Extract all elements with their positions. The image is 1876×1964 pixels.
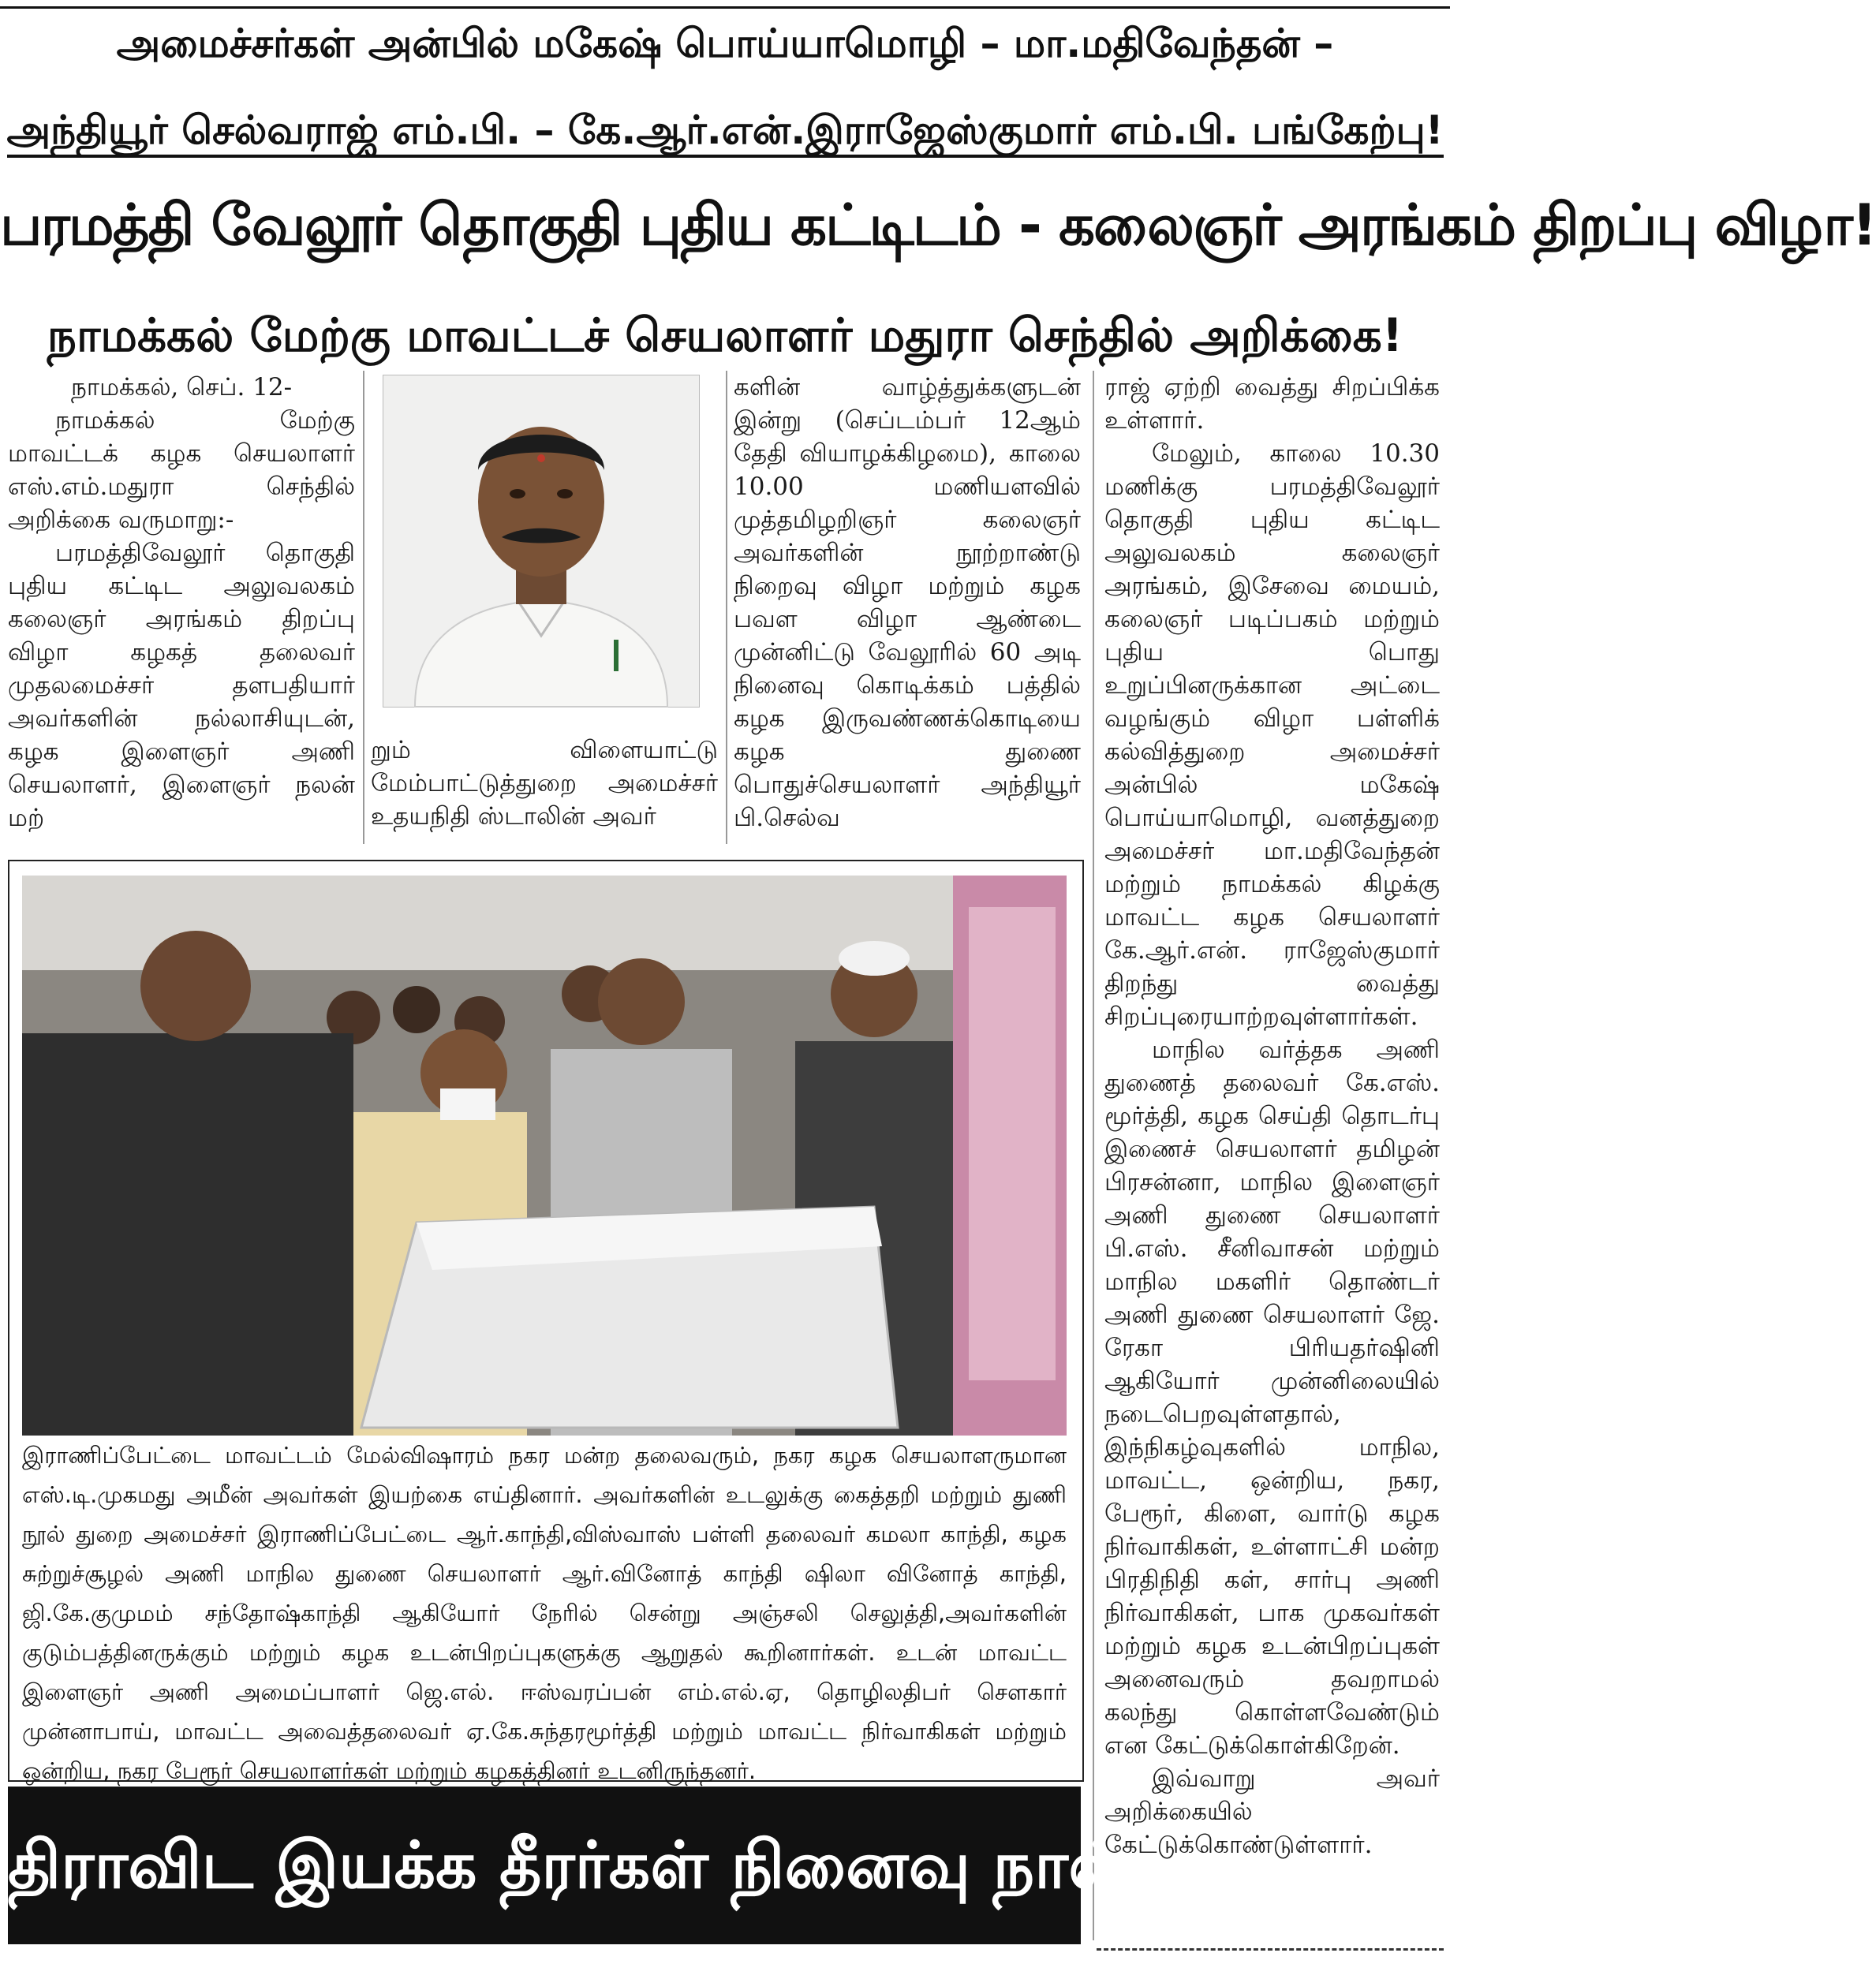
dashed-divider: [1097, 1948, 1444, 1951]
portrait-photo: [383, 375, 700, 708]
dateline: நாமக்கல், செப். 12-: [71, 373, 293, 401]
article-column-2: [371, 734, 718, 833]
news-photo: [22, 876, 1067, 1436]
article-paragraph: பரமத்திவேலூர் தொகுதி புதிய கட்டிட அலுவலகம் கலைஞர் அரங்கம் திறப்பு விழா கழகத் தலைவர் முதலமைச்சர் தளபதியார் அவர்களின் நல்லாசியுடன், கழக இளைஞர் அணி செயலாளர், இளைஞர் நலன் மற்: [8, 539, 355, 832]
subheadline: நாமக்கல் மேற்கு மாவட்டச் செயலாளர் மதுரா செந்தில் அறிக்கை!: [47, 308, 1403, 362]
headline: பரமத்தி வேலூர் தொகுதி புதிய கட்டிடம் - கலைஞர் அரங்கம் திறப்பு விழா!: [0, 192, 1876, 258]
column-divider: [363, 371, 364, 844]
banner: [8, 1787, 1127, 1944]
article-paragraph: களின் வாழ்த்துக்களுடன் இன்று (செப்டம்பர் 12ஆம் தேதி வியாழக்கிழமை), காலை 10.00 மணியளவில் முத்தமிழறிஞர் கலைஞர் அவர்களின் நூற்றாண்டு நிறைவு விழா மற்றும் கழக பவள விழா ஆண்டை முன்னிட்டு வேலூரில் 60 அடி நினைவு கொடிக்கம் பத்தில் கழக இருவண்ணக்கொடியை கழக துணை பொதுச்செயலாளர் அந்தியூர் பி.செல்வ: [734, 373, 1081, 832]
news-photo-illustration: [22, 876, 1067, 1436]
top-rule: [0, 0, 1450, 9]
portrait-illustration: [383, 375, 699, 707]
article-column-1: [8, 371, 355, 835]
article-column-4: [1104, 371, 1440, 1861]
column-divider: [726, 371, 727, 844]
article-paragraph: ராஜ் ஏற்றி வைத்து சிறப்பிக்க உள்ளார்.: [1104, 373, 1440, 435]
article-paragraph: மேலும், காலை 10.30 மணிக்கு பரமத்திவேலூர் தொகுதி புதிய கட்டிட அலுவலகம் கலைஞர் அரங்கம், இசேவை மையம், கலைஞர் படிப்பகம் மற்றும் புதிய பொது உறுப்பினருக்கான அட்டை வழங்கும் விழா பள்ளிக் கல்வித்துறை அமைச்சர் அன்பில் மகேஷ் பொய்யாமொழி, வனத்துறை அமைச்சர் மா.மதிவேந்தன் மற்றும் நாமக்கல் கிழக்கு மாவட்ட கழக செயலாளர் கே.ஆர்.என். ராஜேஸ்குமார் திறந்து வைத்து சிறப்புரையாற்றவுள்ளார்கள்.: [1104, 439, 1440, 1031]
column-divider: [1093, 371, 1094, 1940]
article-column-3: [734, 371, 1081, 835]
kicker-line-2-text: அந்தியூர் செல்வராஜ் எம்.பி. – கே.ஆர்.என்.இராஜேஸ்குமார் எம்.பி. பங்கேற்பு!: [7, 107, 1444, 158]
kicker-line-1: அமைச்சர்கள் அன்பில் மகேஷ் பொய்யாமொழி – மா.மதிவேந்தன் –: [116, 21, 1334, 66]
article-paragraph: நாமக்கல் மேற்கு மாவட்டக் கழக செயலாளர் எஸ்.எம்.மதுரா செந்தில் அறிக்கை வருமாறு:-: [8, 406, 355, 534]
banner-title: திராவிட இயக்க தீரர்கள் நினைவு நாள்: [8, 1828, 1127, 1903]
article-paragraph: றும் விளையாட்டு மேம்பாட்டுத்துறை அமைச்சர் உதயநிதி ஸ்டாலின் அவர்: [371, 736, 718, 831]
article-paragraph: இவ்வாறு அவர் அறிக்கையில் கேட்டுக்கொண்டுள்ளார்.: [1104, 1764, 1440, 1859]
article-paragraph: மாநில வர்த்தக அணி துணைத் தலைவர் கே.எஸ். மூர்த்தி, கழக செய்தி தொடர்பு இணைச் செயலாளர் தமிழன் பிரசன்னா, மாநில இளைஞர் அணி துணை செயலாளர் பி.எஸ். சீனிவாசன் மற்றும் மாநில மகளிர் தொண்டர் அணி துணை செயலாளர் ஜே. ரேகா பிரியதர்ஷினி ஆகியோர் முன்னிலையில் நடைபெறவுள்ளதால், இந்நிகழ்வுகளில் மாநில, மாவட்ட, ஒன்றிய, நகர, பேரூர், கிளை, வார்டு கழக நிர்வாகிகள், உள்ளாட்சி மன்ற பிரதிநிதி கள், சார்பு அணி நிர்வாகிகள், பாக முகவர்கள் மற்றும் கழக உடன்பிறப்புகள் அனைவரும் தவறாமல் கலந்து கொள்ளவேண்டும் என கேட்டுக்கொள்கிறேன்.: [1104, 1036, 1440, 1760]
photo-caption: இராணிப்பேட்டை மாவட்டம் மேல்விஷாரம் நகர மன்ற தலைவரும், நகர கழக செயலாளருமான எஸ்.டி.முகமது அமீன் அவர்கள் இயற்கை எய்தினார். அவர்களின் உடலுக்கு கைத்தறி மற்றும் துணி நூல் துறை அமைச்சர் இராணிப்பேட்டை ஆர்.காந்தி,விஸ்வாஸ் பள்ளி தலைவர் கமலா காந்தி, கழக சுற்றுச்சூழல் அணி மாநில துணை செயலாளர் ஆர்.வினோத் காந்தி ஷிலா வினோத் காந்தி, ஜி.கே.குமுமம் சந்தோஷ்காந்தி ஆகியோர் நேரில் சென்று அஞ்சலி செலுத்தி,அவர்களின் குடும்பத்தினருக்கும் மற்றும் கழக உடன்பிறப்புகளுக்கு ஆறுதல் கூறினார்கள். உடன் மாவட்ட இளைஞர் அணி அமைப்பாளர் ஜெ.எல். ஈஸ்வரப்பன் எம்.எல்.ஏ, தொழிலதிபர் சௌகார் முன்னாபாய், மாவட்ட அவைத்தலைவர் ஏ.கே.சுந்தரமூர்த்தி மற்றும் மாவட்ட நிர்வாகிகள் மற்றும் ஒன்றிய, நகர பேரூர் செயலாளர்கள் மற்றும் கழகத்தினர் உடனிருந்தனர்.: [22, 1442, 1067, 1784]
kicker-line-2: [0, 103, 1450, 158]
